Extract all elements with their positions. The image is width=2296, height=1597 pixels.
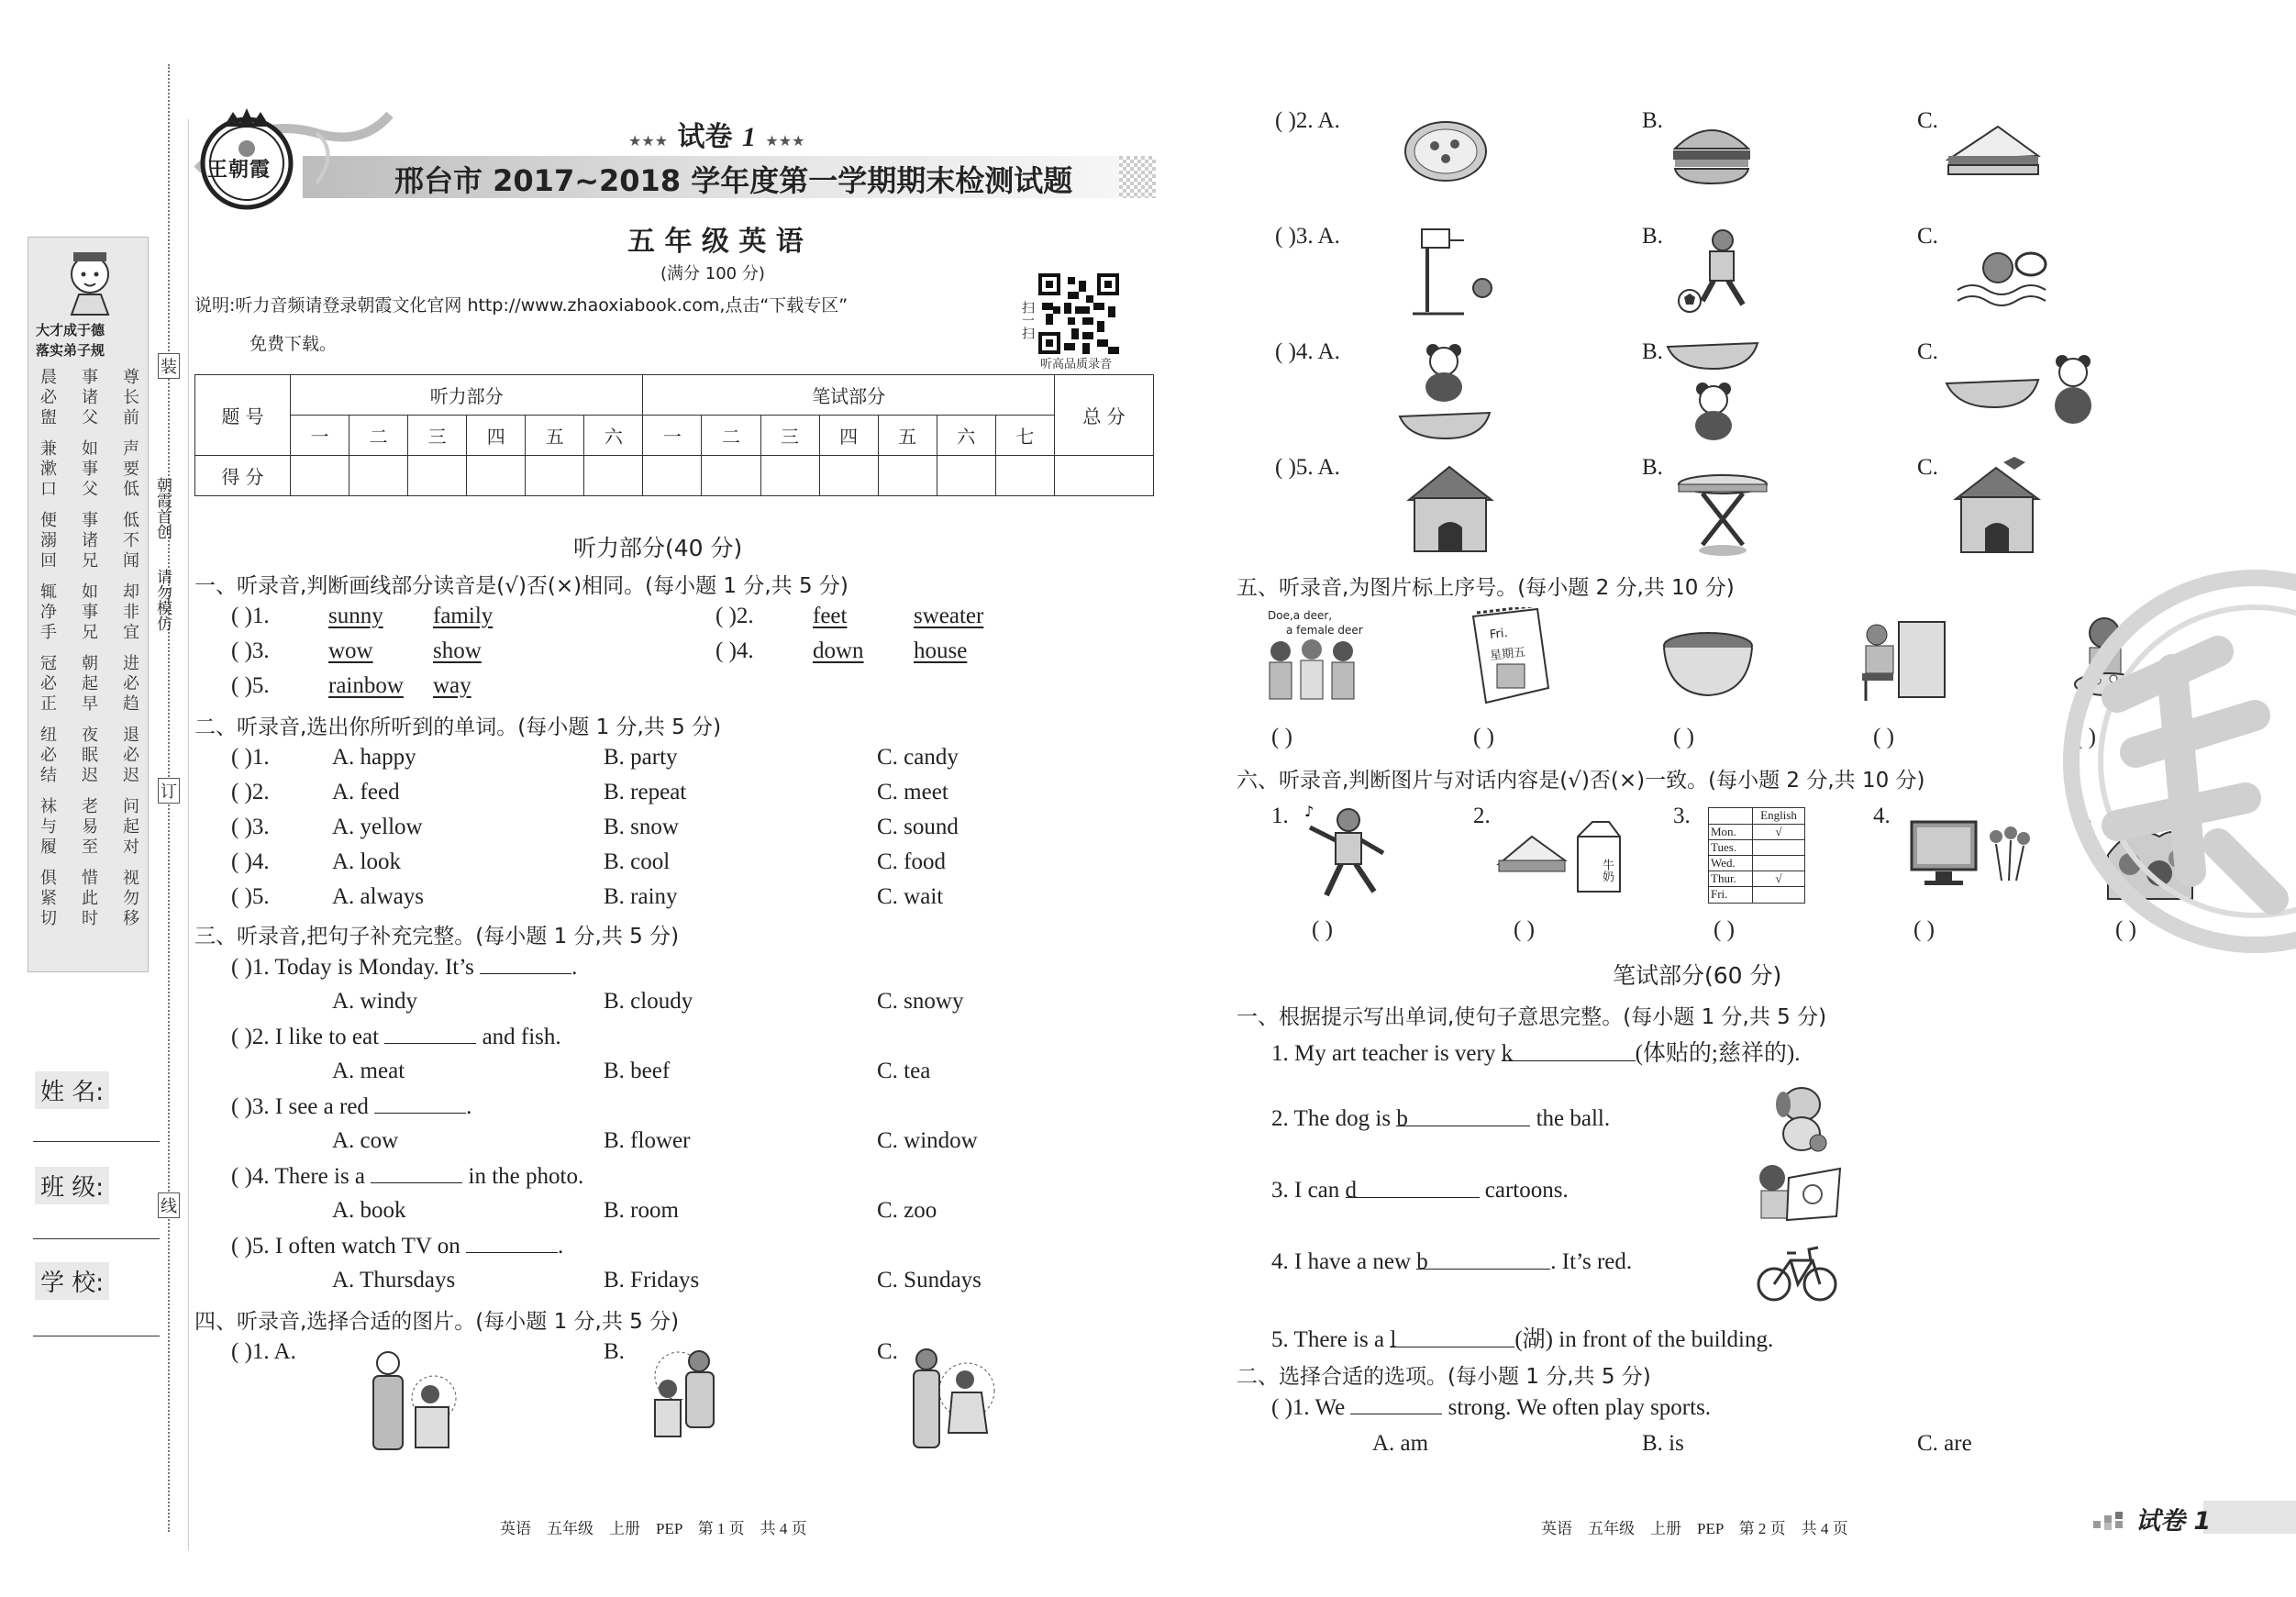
s5-bracket-1[interactable]: ( ) <box>1271 725 1292 749</box>
score-cell[interactable] <box>760 456 819 496</box>
maxim-cell: 却非宜 <box>123 582 139 642</box>
s3-q5-stem <box>231 1233 563 1259</box>
maxim-row <box>39 582 140 654</box>
w2-q1-post: strong. We often play sports. <box>1447 1395 1712 1420</box>
vertical-notice-1: 朝霞首创 <box>153 477 172 539</box>
timetable-day: Tues. <box>1709 840 1753 855</box>
w1-q3-blank[interactable] <box>1345 1178 1480 1203</box>
maxim-cell: 进必趋 <box>123 654 139 714</box>
s1-q2-word-b: sweater <box>914 604 984 628</box>
noodles-bowl-image[interactable] <box>1660 627 1756 701</box>
timetable-row <box>1709 871 1804 887</box>
maxim-cell: 退必迟 <box>123 726 139 785</box>
s2-q4-a[interactable]: A. look <box>332 849 401 874</box>
motto-line-2: 落实弟子规 <box>36 342 105 359</box>
note-line-1: 说明:听力音频请登录朝霞文化官网 http://www.zhaoxiabook.com,点击“下载专区” <box>194 295 849 316</box>
svg-text:♪: ♪ <box>1304 804 1314 820</box>
panda-above-boat-image[interactable] <box>1394 339 1495 442</box>
s4-q3-num[interactable]: ( )3. A. <box>1275 224 1340 249</box>
s2-q4-num[interactable]: ( )4. <box>231 849 270 874</box>
s1-q1-word-b: family <box>433 604 494 628</box>
timetable-row <box>1709 825 1804 840</box>
s2-q3-b[interactable]: B. snow <box>604 815 679 839</box>
s3-q1-c[interactable]: C. snowy <box>877 989 964 1014</box>
w1-q2-post: the ball. <box>1536 1106 1611 1131</box>
s1-q3-word-b: show <box>433 638 482 663</box>
s3-q3-num[interactable]: ( )3. <box>231 1094 270 1119</box>
qr-caption: 听高品质录音 <box>1040 358 1113 372</box>
maxim-cell: 尊长前 <box>123 368 139 427</box>
s4-q3-c-label: C. <box>1917 224 1938 249</box>
s4-q4-num[interactable]: ( )4. A. <box>1275 339 1340 364</box>
s3-q5-a[interactable]: A. Thursdays <box>332 1268 456 1292</box>
col-num: 一 <box>643 416 702 456</box>
w1-q5-blank[interactable] <box>1390 1327 1514 1352</box>
w2-q1-pre: We <box>1314 1395 1346 1420</box>
full-mark: (满分 100 分) <box>660 264 765 283</box>
total-header: 总 分 <box>1055 375 1154 456</box>
score-cell[interactable] <box>702 456 760 496</box>
s2-q5-b[interactable]: B. rainy <box>604 884 678 909</box>
s3-q5-pre: I often watch TV on <box>274 1234 460 1259</box>
s6-bracket-3[interactable]: ( ) <box>1714 917 1735 942</box>
s6-bracket-1[interactable]: ( ) <box>1312 917 1333 942</box>
writing-s2-title: 二、选择合适的选项。(每小题 1 分,共 5 分) <box>1237 1365 1651 1389</box>
w2-q1-stem <box>1271 1394 1711 1421</box>
series-number: 1 <box>741 122 756 152</box>
s3-q2-blank[interactable] <box>384 1024 476 1044</box>
s1-q5-num[interactable]: ( )5. <box>231 673 270 698</box>
hamburger-image[interactable] <box>1668 117 1756 187</box>
s1-q5-word-a: rainbow <box>328 673 404 698</box>
s3-q2-num[interactable]: ( )2. <box>231 1025 270 1049</box>
motto-line-1: 大才成于德 <box>36 322 105 338</box>
timetable-row <box>1709 840 1804 856</box>
s6-bracket-5[interactable]: ( ) <box>2115 917 2136 942</box>
maxim-row <box>39 368 140 439</box>
badge-label: 试卷 1 <box>2135 1507 2212 1536</box>
s1-q2-word-a: feet <box>813 604 848 628</box>
deer-caption-1: Doe,a deer, <box>1268 609 1333 622</box>
timetable-head <box>1709 808 1804 825</box>
bike-image <box>1756 1238 1838 1304</box>
maxim-row <box>39 869 140 940</box>
score-cell[interactable] <box>467 456 526 496</box>
s3-q2-stem <box>231 1024 561 1050</box>
score-cell[interactable] <box>408 456 467 496</box>
score-cell[interactable] <box>526 456 584 496</box>
calendar-day: Fri. <box>1489 627 1509 642</box>
score-cell[interactable] <box>995 456 1054 496</box>
col-num: 五 <box>526 416 584 456</box>
w1-q5 <box>1271 1321 1773 1354</box>
col-num: 四 <box>819 416 878 456</box>
maxim-cell: 低不闻 <box>123 511 139 571</box>
listening-title: 听力部分(40 分) <box>573 535 743 561</box>
s3-q4-pre: There is a <box>274 1164 366 1189</box>
w1-q1-post: (体贴的;慈祥的). <box>1635 1041 1801 1066</box>
maxim-cell: 便溺回 <box>40 511 57 571</box>
class-label: 班 级: <box>35 1167 109 1204</box>
maxim-cell: 事诸父 <box>82 368 98 427</box>
s3-q3-c[interactable]: C. window <box>877 1128 978 1153</box>
w2-q1-c[interactable]: C. are <box>1917 1431 1972 1456</box>
timetable-tick: √ <box>1775 871 1782 885</box>
s3-q1-b[interactable]: B. cloudy <box>604 989 693 1014</box>
seal-watermark-icon <box>2035 569 2296 954</box>
s2-q1-b[interactable]: B. party <box>604 745 678 770</box>
s3-q1-num[interactable]: ( )1. <box>231 955 270 980</box>
w1-q2-blank[interactable] <box>1396 1106 1530 1131</box>
timetable-head-label: English <box>1760 808 1797 822</box>
s4-q4-b-label: B. <box>1642 339 1663 364</box>
score-table <box>194 374 1154 496</box>
s3-q4-num[interactable]: ( )4. <box>231 1164 270 1189</box>
name-field[interactable] <box>33 1141 160 1142</box>
s2-q4-b[interactable]: B. cool <box>604 849 671 874</box>
s3-q2-a[interactable]: A. meat <box>332 1059 405 1083</box>
maxim-cell: 惜此时 <box>82 869 98 928</box>
s1-q3-num[interactable]: ( )3. <box>231 638 270 663</box>
s4-q1-c-label: C. <box>877 1339 898 1364</box>
s5-bracket-5[interactable]: ( ) <box>2075 725 2096 749</box>
maxim-row <box>39 654 140 726</box>
s3-q4-a[interactable]: A. book <box>332 1198 406 1223</box>
badge-dots-icon <box>2093 1510 2130 1530</box>
col-num: 三 <box>408 416 467 456</box>
w1-q2-pre: 2. The dog is <box>1271 1106 1392 1131</box>
w1-q5-letter: l <box>1390 1327 1397 1352</box>
panda-beside-boat-image[interactable] <box>1943 352 2117 435</box>
s1-q4-num[interactable]: ( )4. <box>715 638 754 663</box>
s5-bracket-4[interactable]: ( ) <box>1873 725 1894 749</box>
s3-q3-pre: I see a red <box>274 1094 369 1119</box>
w1-q4-pre: 4. I have a new <box>1271 1249 1412 1274</box>
footer-right: 英语 五年级 上册 PEP 第 2 页 共 4 页 <box>1541 1520 1848 1537</box>
score-cell[interactable] <box>937 456 995 496</box>
s3-q3-blank[interactable] <box>374 1093 466 1114</box>
stars-left: ★★★ <box>628 132 669 150</box>
s1-q1-num[interactable]: ( )1. <box>231 604 270 628</box>
col-num: 六 <box>584 416 643 456</box>
w1-q1-pre: 1. My art teacher is very <box>1271 1041 1496 1066</box>
people-greeting-image-a[interactable] <box>362 1348 463 1451</box>
w1-q2-letter: b <box>1396 1106 1408 1131</box>
w1-q3 <box>1271 1178 1569 1203</box>
s2-q1-c[interactable]: C. candy <box>877 745 959 770</box>
writing-title: 笔试部分(60 分) <box>1613 962 1782 989</box>
w1-q5-post: (湖) in front of the building. <box>1514 1327 1774 1352</box>
s2-q3-num[interactable]: ( )3. <box>231 815 270 839</box>
s3-q4-c[interactable]: C. zoo <box>877 1198 937 1223</box>
s3-q2-pre: I like to eat <box>274 1025 380 1049</box>
s4-q2-num[interactable]: ( )2. A. <box>1275 108 1340 133</box>
people-greeting-image-b[interactable] <box>642 1348 734 1449</box>
s3-q4-blank[interactable] <box>371 1163 462 1183</box>
binding-label-zhuang: 装 <box>158 353 180 379</box>
subject-title: 五 年 级 英 语 <box>627 226 804 258</box>
s3-q3-stem <box>231 1093 471 1120</box>
tv-flowers-image[interactable] <box>1908 818 2036 892</box>
listening-header: 听力部分 <box>291 375 643 416</box>
children-singing-image[interactable] <box>1262 637 1363 701</box>
section1-title: 一、听录音,判断画线部分读音是(√)否(×)相同。(每小题 1 分,共 5 分) <box>194 574 849 598</box>
s1-q4-word-a: down <box>813 638 864 663</box>
maxim-cell: 袜与履 <box>40 797 57 857</box>
w2-q1-blank[interactable] <box>1350 1394 1442 1414</box>
timetable-day: Thur. <box>1709 871 1753 886</box>
w1-q3-post: cartoons. <box>1484 1178 1569 1203</box>
maxim-cell: 事诸兄 <box>82 511 98 571</box>
swimming-image[interactable] <box>1954 231 2049 312</box>
s4-q3-b-label: B. <box>1642 224 1663 249</box>
s2-q2-num[interactable]: ( )2. <box>231 780 270 804</box>
s4-q1-num[interactable]: ( )1. A. <box>231 1339 296 1364</box>
note-line-2: 免费下载。 <box>250 334 338 354</box>
dancing-boy-image[interactable] <box>1299 804 1391 904</box>
piano-player-image[interactable] <box>1853 616 1948 704</box>
s5-bracket-2[interactable]: ( ) <box>1473 725 1494 749</box>
people-greeting-image-c[interactable] <box>908 1345 1000 1451</box>
timetable-day: Mon. <box>1709 825 1753 839</box>
score-row-header: 得 分 <box>195 456 291 496</box>
col-num: 三 <box>760 416 819 456</box>
s2-q1-a[interactable]: A. happy <box>332 745 416 770</box>
s1-q4-word-b: house <box>914 638 968 663</box>
doghouse-bird-image[interactable] <box>1948 453 2044 556</box>
score-cell[interactable] <box>584 456 643 496</box>
maxim-cell: 夜眠迟 <box>82 726 98 785</box>
w1-q4 <box>1271 1249 1632 1275</box>
series-text: 试卷 <box>677 121 733 153</box>
s3-q5-c[interactable]: C. Sundays <box>877 1268 982 1292</box>
w1-q4-post: . It’s red. <box>1550 1249 1633 1274</box>
col-num: 七 <box>995 416 1054 456</box>
maxim-cell: 冠必正 <box>40 654 57 714</box>
maxim-row <box>39 439 140 511</box>
s2-q1-num[interactable]: ( )1. <box>231 745 270 770</box>
maxim-cell: 晨必盥 <box>40 368 57 427</box>
binding-label-xian: 线 <box>158 1192 180 1218</box>
s2-q2-a[interactable]: A. feed <box>332 780 400 804</box>
s3-q5-num[interactable]: ( )5. <box>231 1234 270 1259</box>
w1-q3-letter: d <box>1345 1178 1358 1203</box>
s3-q2-b[interactable]: B. beef <box>604 1059 671 1083</box>
score-cell[interactable] <box>1055 456 1154 496</box>
w2-q1-b[interactable]: B. is <box>1642 1431 1684 1456</box>
s2-q3-a[interactable]: A. yellow <box>332 815 423 839</box>
s4-q5-c-label: C. <box>1917 455 1938 480</box>
maxim-cell: 辄净手 <box>40 582 57 642</box>
pizza-image[interactable] <box>1402 115 1490 184</box>
w1-q1-blank[interactable] <box>1501 1041 1636 1066</box>
s5-bracket-3[interactable]: ( ) <box>1673 725 1694 749</box>
qr-label: 扫一扫 <box>1020 301 1035 339</box>
section3-title: 三、听录音,把句子补充完整。(每小题 1 分,共 5 分) <box>194 925 680 948</box>
timetable <box>1708 807 1805 904</box>
w1-q4-letter: b <box>1416 1249 1428 1274</box>
s3-q1-blank[interactable] <box>480 954 571 974</box>
s3-q1-post: . <box>571 955 578 980</box>
w1-q1 <box>1271 1035 1800 1068</box>
s6-num-5: 5. <box>2075 804 2092 828</box>
maxim-cell: 如事父 <box>82 439 98 499</box>
score-cell[interactable] <box>643 456 702 496</box>
maxim-cell: 朝起早 <box>82 654 98 714</box>
s1-q1-word-a: sunny <box>328 604 383 628</box>
timetable-row <box>1709 856 1804 871</box>
maxim-cell: 兼漱口 <box>40 439 57 499</box>
score-cell[interactable] <box>349 456 408 496</box>
logo-text: 王朝霞 <box>207 159 272 182</box>
s3-q4-stem <box>231 1163 583 1190</box>
col-num: 二 <box>349 416 408 456</box>
maxim-cell: 声要低 <box>123 439 139 499</box>
score-cell[interactable] <box>878 456 937 496</box>
sidebar-panel <box>28 237 149 972</box>
s2-q5-a[interactable]: A. always <box>332 884 424 909</box>
s3-q5-blank[interactable] <box>466 1233 558 1253</box>
maxim-row <box>39 797 140 869</box>
s3-q4-b[interactable]: B. room <box>604 1198 679 1223</box>
s4-q5-b-label: B. <box>1642 455 1663 480</box>
s3-q5-b[interactable]: B. Fridays <box>604 1268 700 1292</box>
s4-q2-b-label: B. <box>1642 108 1663 133</box>
section4-title: 四、听录音,选择合适的图片。(每小题 1 分,共 5 分) <box>194 1310 680 1334</box>
basketball-image[interactable] <box>1409 224 1504 316</box>
doghouse-image[interactable] <box>1402 463 1497 555</box>
class-field[interactable] <box>33 1238 160 1239</box>
milk-label: 牛奶 <box>1600 859 1614 882</box>
maxim-cell: 如事兄 <box>82 582 98 642</box>
score-cell[interactable] <box>819 456 878 496</box>
section2-title: 二、听录音,选出你所听到的单词。(每小题 1 分,共 5 分) <box>194 715 722 739</box>
maxim-col-1 <box>39 368 140 940</box>
maxim-cell: 老易至 <box>82 797 98 857</box>
timetable-tick <box>1753 840 1804 855</box>
score-cell[interactable] <box>291 456 349 496</box>
timetable-tick: √ <box>1775 825 1782 838</box>
maxim-cell: 俱紧切 <box>40 869 57 928</box>
s2-q3-c[interactable]: C. sound <box>877 815 959 839</box>
s4-q2-c-label: C. <box>1917 108 1938 133</box>
maxim-row <box>39 726 140 797</box>
w1-q5-pre: 5. There is a <box>1271 1327 1385 1352</box>
calendar-cn: 星期五 <box>1489 645 1526 663</box>
timetable-day: Fri. <box>1709 887 1753 903</box>
writing-s1-title: 一、根据提示写出单词,使句子意思完整。(每小题 1 分,共 5 分) <box>1237 1005 1827 1029</box>
sandwich-image[interactable] <box>1943 119 2044 183</box>
maxim-cell: 视勿移 <box>123 869 139 928</box>
s3-q5-post: . <box>557 1234 564 1259</box>
series-label <box>628 114 804 154</box>
section6-title: 六、听录音,判断图片与对话内容是(√)否(×)一致。(每小题 2 分,共 10 分) <box>1237 769 1925 793</box>
s4-q1-b-label: B. <box>604 1339 625 1364</box>
school-label: 学 校: <box>35 1262 109 1300</box>
s2-q2-c[interactable]: C. meet <box>877 780 948 804</box>
maxim-grid <box>39 368 140 964</box>
s6-num-2: 2. <box>1473 804 1491 828</box>
s1-q2-num[interactable]: ( )2. <box>715 604 754 628</box>
maxim-cell: 纽必结 <box>40 726 57 785</box>
col-num: 四 <box>467 416 526 456</box>
s6-num-3: 3. <box>1673 804 1691 828</box>
timetable-tick <box>1753 856 1804 871</box>
table-image[interactable] <box>1675 471 1770 560</box>
w2-q1-a[interactable]: A. am <box>1372 1431 1429 1456</box>
panda-below-boat-image[interactable] <box>1662 339 1763 442</box>
name-label: 姓 名: <box>35 1071 109 1109</box>
section5-title: 五、听录音,为图片标上序号。(每小题 2 分,共 10 分) <box>1237 576 1735 600</box>
col-num: 六 <box>937 416 995 456</box>
stars-right: ★★★ <box>765 132 805 150</box>
s3-q1-pre: Today is Monday. It’s <box>274 955 474 980</box>
s2-q4-c[interactable]: C. food <box>877 849 946 874</box>
football-image[interactable] <box>1671 227 1763 316</box>
margin-rule <box>188 119 189 1550</box>
s4-q5-num[interactable]: ( )5. A. <box>1275 455 1340 480</box>
s2-q2-b[interactable]: B. repeat <box>604 780 687 804</box>
s3-q2-post: and fish. <box>482 1025 561 1049</box>
w2-q1-num[interactable]: ( )1. <box>1271 1395 1310 1420</box>
s3-q3-post: . <box>466 1094 472 1119</box>
maxim-cell: 问起对 <box>123 797 139 857</box>
checker-pattern-icon <box>1119 156 1156 198</box>
cartoon-boy-icon <box>51 245 128 316</box>
s3-q1-a[interactable]: A. windy <box>332 989 418 1014</box>
s3-q4-post: in the photo. <box>468 1164 584 1189</box>
vertical-notice-2: 请勿模仿 <box>153 569 172 631</box>
col-num: 二 <box>702 416 760 456</box>
timetable-day: Wed. <box>1709 856 1753 871</box>
maxim-row <box>39 511 140 582</box>
s3-q1-stem <box>231 954 577 981</box>
w1-q1-letter: k <box>1501 1041 1514 1066</box>
deer-caption-2: a female deer <box>1286 624 1363 637</box>
exam-title: 邢台市 2017~2018 学年度第一学期期末检测试题 <box>394 163 1073 198</box>
s1-q3-word-a: wow <box>328 638 373 663</box>
w1-q3-pre: 3. I can <box>1271 1178 1340 1203</box>
col-num: 一 <box>291 416 349 456</box>
s6-bracket-4[interactable]: ( ) <box>1913 917 1935 942</box>
s4-q4-c-label: C. <box>1917 339 1938 364</box>
s3-q3-a[interactable]: A. cow <box>332 1128 399 1153</box>
w1-q2 <box>1271 1106 1610 1132</box>
s2-q5-c[interactable]: C. wait <box>877 884 944 909</box>
s2-q5-num[interactable]: ( )5. <box>231 884 270 909</box>
binding-label-ding: 订 <box>158 778 180 804</box>
s6-num-4: 4. <box>1873 804 1891 828</box>
col-num: 五 <box>878 416 937 456</box>
footer-left: 英语 五年级 上册 PEP 第 1 页 共 4 页 <box>500 1520 807 1537</box>
s1-q5-word-b: way <box>433 673 471 698</box>
qr-code-icon[interactable] <box>1038 273 1119 354</box>
boy-drawing-image <box>1752 1159 1844 1227</box>
writing-header: 笔试部分 <box>643 375 1055 416</box>
timetable-tick <box>1753 887 1804 903</box>
dog-ball-image <box>1770 1081 1831 1154</box>
s6-num-1: 1. <box>1271 804 1289 828</box>
s6-bracket-2[interactable]: ( ) <box>1514 917 1535 942</box>
s3-q3-b[interactable]: B. flower <box>604 1128 691 1153</box>
timetable-row <box>1709 887 1804 903</box>
question-number-header: 题 号 <box>195 375 291 456</box>
s3-q2-c[interactable]: C. tea <box>877 1059 931 1083</box>
badge-bar <box>2203 1501 2296 1534</box>
w1-q4-blank[interactable] <box>1416 1249 1550 1274</box>
